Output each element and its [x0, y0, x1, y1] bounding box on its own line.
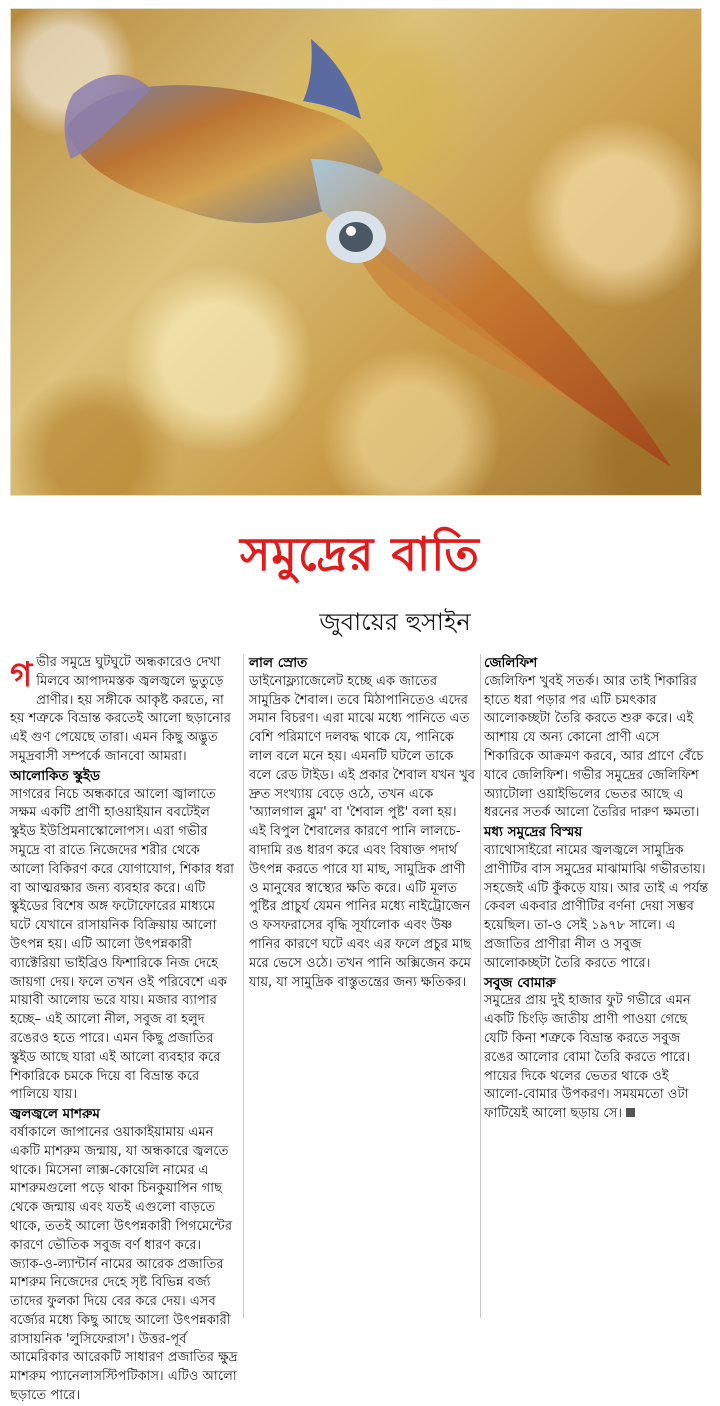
section-heading: সবুজ বোমারু [484, 974, 556, 991]
section-body [484, 992, 710, 1124]
section-body: সাগরের নিচে অন্ধকারে আলো জ্বালাতে সক্ষম একটি প্রাণী হাওয়াইয়ান ববটেইল স্কুইড ইউপ্রিমনাস্কোলোপস। এরা গভীর সমুদ্রে বা রাতে নিজেদের শরীর থেকে আলো বিকিরণ করে যোগাযোগ, শিকার ধরা বা আত্মরক্ষার জন্য ব্যবহার করে। এটি স্কুইডের বিশেষ অঙ্গ ফটোফোরের মাধ্যমে ঘটে যেখানে রাসায়নিক বিক্রিয়ায় আলো উৎপন্ন হয়। এটি আলো উৎপন্নকারী ব্যাক্টেরিয়া ভাইব্রিও ফিশারিকে নিজ দেহে জায়গা দেয়। ফলে তখন ওই পরিবেশে এক মায়াবী আলোয় ভরে যায়। মজার ব্যাপার হচ্ছে– এই আলো নীল, সবুজ বা হলুদ রঙেরও হতে পারে। এমন কিছু প্রজাতির স্কুইড আছে যারা এই আলো ব্যবহার করে শিকারিকে চমকে দিয়ে বা বিভ্রান্ত করে পালিয়ে যায়। [10, 786, 234, 1103]
section-body: ডাইনোফ্ল্যাজেলেট হচ্ছে এক জাতের সামুদ্রিক শৈবাল। তবে মিঠাপানিতেও এদের সমান বিচরণ। এরা মাঝে মধ্যে পানিতে এত বেশি পরিমাণে দলবদ্ধ থাকে যে, পানিকে লাল বলে মনে হয়। এমনটি ঘটলে তাকে বলে রেড টাইড। এই প্রকার শৈবাল যখন খুব দ্রুত সংখ্যায় বেড়ে ওঠে, তখন একে 'অ্যালগাল ব্লুম' বা 'শৈবাল পুষ্ট' বলা হয়। এই বিপুল শৈবালের কারণে পানি লালচে-বাদামি রঙ ধারণ করে এবং বিষাক্ত পদার্থ উৎপন্ন করতে পারে যা মাছ, সামুদ্রিক প্রাণী ও মানুষের স্বাস্থ্যের ক্ষতি করে। এটি মূলত পুষ্টির প্রাচুর্য যেমন পানির মধ্যে নাইট্রোজেন ও ফসফরাসের বৃদ্ধি সূর্যালোক এবং উষ্ণ পানির কারণে ঘটে এবং এর ফলে প্রচুর মাছ মরে ভেসে ওঠে। তখন পানি অক্সিজেন কমে যায়, যা সামুদ্রিক বাস্তুতন্ত্রের জন্য ক্ষতিকর। [249, 673, 476, 990]
end-mark-icon [626, 1108, 635, 1117]
section-body: ব্যাথোসাইরো নামের জ্বলজ্বলে সামুদ্রিক প্রাণীটির বাস সমুদ্রের মাঝামাঝি গভীরতায়। সহজেই এটি কুঁকড়ে যায়। আর তাই এ পর্যন্ত কেবল একবার প্রাণীটির বর্ণনা দেয়া সম্ভব হয়েছিল। তা-ও সেই ১৯৭৮ সালে। এ প্রজাতির প্রাণীরা নীল ও সবুজ আলোকচ্ছটা তৈরি করতে পারে। [484, 842, 709, 971]
section-heading: লাল স্রোত [249, 655, 308, 671]
section-body: জেলিফিশ খুবই সতর্ক। আর তাই শিকারির হাতে ধরা পড়ার পর এটি চমৎকার আলোকচ্ছটা তৈরি করতে শুরু করে। এই আশায় যে অন্য কোনো প্রাণী এসে শিকারিকে আক্রমণ করবে, আর প্রাণে বেঁচে যাবে জেলিফিশ। গভীর সমুদ্রের জেলিফিশ অ্যাটোলা ওয়াইভিলের ভেতর আছে এ ধরনের সতর্ক আলো তৈরির দারুণ ক্ষমতা। [484, 673, 704, 821]
author-byline: জুবায়ের হুসাইন [319, 608, 471, 636]
drop-cap: গ [10, 655, 33, 695]
article-title: সমুদ্রের বাতি [240, 527, 480, 581]
squid-photo [10, 8, 702, 496]
section-body-text: সমুদ্রের প্রায় দুই হাজার ফুট গভীরে এমন একটি চিংড়ি জাতীয় প্রাণী পাওয়া গেছে যেটি কিনা শত্রুকে বিভ্রান্ত করতে সবুজ রঙের আলোর বোমা তৈরি করতে পারে। পায়ের দিকে থলের ভেতর থাকে ওই আলো-বোমার উপকরণ। সময়মতো ওটা ফাটিয়েই আলো ছড়ায় সে। [484, 993, 691, 1122]
article-column-3 [484, 654, 710, 1318]
section-heading: মধ্য সমুদ্রের বিস্ময় [484, 824, 583, 841]
article-column-1 [10, 654, 238, 1404]
article-column-2 [249, 654, 477, 1318]
section-body: বর্ষাকালে জাপানের ওয়াকাইয়ামায় এমন একটি মাশরুম জন্মায়, যা অন্ধকারে জ্বলতে থাকে। মিসেনা লাক্স-কোয়েলি নামের এ মাশরুমগুলো পড়ে থাকা চিনকুয়াপিন গাছ থেকে জন্মায় এবং যতই এগুলো বাড়তে থাকে, ততই আলো উৎপন্নকারী পিগমেন্টের কারণে ভৌতিক সবুজ বর্ণ ধারণ করে। জ্যাক-ও-ল্যান্টার্ন নামের আরেক প্রজাতির মাশরুম নিজেদের দেহে সৃষ্ট বিভিন্ন বর্জ্য তাদের ফুলকা দিয়ে বের করে দেয়। এসব বর্জ্যের মধ্যে কিছু আছে আলো উৎপন্নকারী রাসায়নিক 'লুসিফেরাস'। উত্তর-পূর্ব আমেরিকার আরেকটি সাধারণ প্রজাতির ক্ষুদ্র মাশরুম প্যানেলাসস্টিপটিকাস। এটিও আলো ছড়াতে পারে। [10, 1124, 238, 1404]
column-divider [480, 654, 481, 1318]
intro-text: ভীর সমুদ্রে ঘুটঘুটে অন্ধকারেও দেখা মিলবে আপাদমস্তক জ্বলজ্বলে ভুতুড়ে প্রাণীর। হয় সঙ্গীকে আকৃষ্ট করতে, না হয় শত্রুকে বিভ্রান্ত করতেই আলো ছড়ানোর এই গুণ পেয়েছে তারা। এমন কিছু অদ্ভুত সমুদ্রবাসী সম্পর্কে জানবো আমরা। [10, 655, 231, 764]
section-heading: জ্বলজ্বলে মাশরুম [10, 1106, 100, 1123]
section-heading: আলোকিত স্কুইড [10, 767, 100, 784]
column-divider [243, 654, 244, 1318]
intro-paragraph [10, 654, 238, 767]
section-heading: জেলিফিশ [484, 655, 538, 671]
squid-icon [11, 9, 701, 495]
